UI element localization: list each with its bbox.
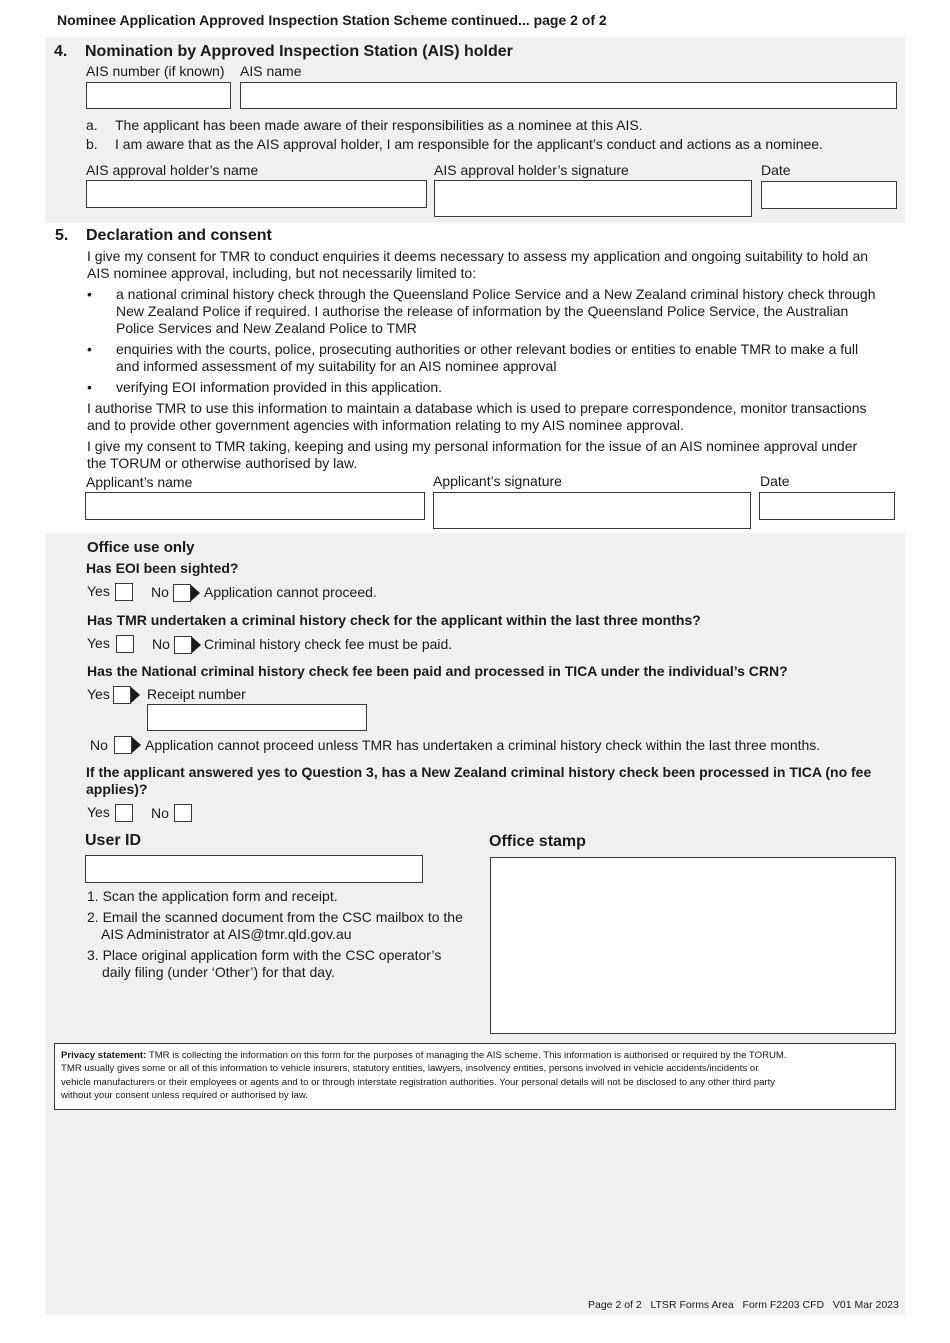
step-3-line2: daily filing (under ‘Other’) for that day. xyxy=(102,964,335,980)
bullet-2-line1: enquiries with the courts, police, prosecuting authorities or other relevant bodies or entities to enable TMR to make a full xyxy=(116,341,859,357)
user-id-label: User ID xyxy=(85,832,142,849)
ais-number-input[interactable] xyxy=(86,82,231,109)
office-stamp-label: Office stamp xyxy=(489,833,586,850)
user-id-input[interactable] xyxy=(85,855,423,883)
bullet-3-marker: • xyxy=(87,379,92,395)
item-a-marker: a. xyxy=(86,117,98,133)
consent-line2: the TORUM or otherwise authorised by law. xyxy=(87,455,358,471)
q1-yes-checkbox[interactable] xyxy=(115,583,133,601)
consent-intro-line1: I give my consent for TMR to conduct enquiries it deems necessary to assess my application and ongoing suitability to hold an xyxy=(87,248,869,264)
q1-eoi-sighted: Has EOI been sighted? xyxy=(86,560,239,576)
step-3-line1: 3. Place original application form with the CSC operator’s xyxy=(87,947,442,963)
ais-name-input[interactable] xyxy=(240,82,897,109)
step-2-line2: AIS Administrator at AIS@tmr.qld.gov.au xyxy=(101,926,352,942)
office-use-title: Office use only xyxy=(87,539,195,556)
page-header-title: Nominee Application Approved Inspection Station Scheme continued... page 2 of 2 xyxy=(57,12,607,28)
receipt-number-input[interactable] xyxy=(147,704,367,731)
bullet-1-line1: a national criminal history check through the Queensland Police Service and a New Zealand criminal history check through xyxy=(116,286,876,302)
bullet-1-marker: • xyxy=(87,286,92,302)
consent-intro-line2: AIS nominee approval, including, but not necessarily limited to: xyxy=(87,265,477,281)
q3-no-note: Application cannot proceed unless TMR has undertaken a criminal history check within the last three months. xyxy=(145,737,821,753)
q2-criminal-check: Has TMR undertaken a criminal history check for the applicant within the last three months? xyxy=(87,612,701,628)
section-4-number: 4. xyxy=(54,43,68,60)
q4-nz-check-line2: applies)? xyxy=(86,781,148,797)
holder-signature-input[interactable] xyxy=(434,180,752,217)
applicant-signature-label: Applicant’s signature xyxy=(433,473,562,489)
q1-yes-label: Yes xyxy=(87,583,110,599)
privacy-label: Privacy statement: xyxy=(61,1050,147,1061)
q1-no-note: Application cannot proceed. xyxy=(204,584,377,600)
privacy-line-3: vehicle manufacturers or their employees or agents and to or through interstate registration authorities. Your personal details will not be disclosed to any other third party xyxy=(61,1076,776,1088)
ais-name-label: AIS name xyxy=(240,63,302,79)
applicant-name-label: Applicant’s name xyxy=(86,474,193,490)
q1-no-checkbox[interactable] xyxy=(173,584,191,602)
step-1: 1. Scan the application form and receipt. xyxy=(87,888,338,904)
q2-yes-label: Yes xyxy=(87,635,110,651)
bullet-2-line2: and informed assessment of my suitability for an AIS nominee approval xyxy=(116,358,557,374)
page-footer: Page 2 of 2 LTSR Forms Area Form F2203 CFD V01 Mar 2023 xyxy=(588,1299,899,1311)
privacy-line-2: TMR usually gives some or all of this information to vehicle insurers, statutory entities, lawyers, insolvency entities, persons involved in vehicle accidents/incidents or xyxy=(61,1063,759,1075)
q2-yes-checkbox[interactable] xyxy=(116,635,134,653)
q3-no-checkbox[interactable] xyxy=(114,736,132,754)
applicant-name-input[interactable] xyxy=(85,492,425,520)
item-b-marker: b. xyxy=(86,136,98,152)
holder-name-input[interactable] xyxy=(86,180,427,208)
applicant-date-input[interactable] xyxy=(759,492,895,520)
privacy-line-1: TMR is collecting the information on this form for the purposes of managing the AIS scheme. This information is authorised or required by the TORUM. xyxy=(148,1050,787,1061)
section-4-title: Nomination by Approved Inspection Station (AIS) holder xyxy=(85,43,513,60)
q4-yes-checkbox[interactable] xyxy=(115,804,133,822)
bullet-1-line2: New Zealand Police if required. I authorise the release of information by the Queensland Police Service, the Australian xyxy=(116,303,849,319)
authorise-line1: I authorise TMR to use this information to maintain a database which is used to prepare correspondence, monitor transactions xyxy=(87,400,867,416)
q3-yes-label: Yes xyxy=(87,686,110,702)
office-stamp-box xyxy=(490,857,896,1034)
consent-line1: I give my consent to TMR taking, keeping and using my personal information for the issue of an AIS nominee approval under xyxy=(87,438,858,454)
q2-no-label: No xyxy=(152,636,170,652)
q1-no-label: No xyxy=(151,584,169,600)
q3-yes-checkbox[interactable] xyxy=(113,686,131,704)
section-5-number: 5. xyxy=(55,227,69,244)
holder-name-label: AIS approval holder’s name xyxy=(86,162,259,178)
item-b-text: I am aware that as the AIS approval holder, I am responsible for the applicant’s conduct and actions as a nominee. xyxy=(115,136,823,152)
receipt-number-label: Receipt number xyxy=(147,686,246,702)
bullet-3-line1: verifying EOI information provided in this application. xyxy=(116,379,443,395)
q3-arrow-icon xyxy=(131,687,140,703)
applicant-date-label: Date xyxy=(760,473,790,489)
privacy-line-4: without your consent unless required or authorised by law. xyxy=(61,1089,308,1101)
q2-no-note: Criminal history check fee must be paid. xyxy=(204,636,453,652)
step-2-line1: 2. Email the scanned document from the CSC mailbox to the xyxy=(87,909,463,925)
q3-no-label: No xyxy=(90,737,108,753)
q1-arrow-icon xyxy=(191,585,200,601)
section-5-title: Declaration and consent xyxy=(86,227,272,244)
bullet-1-line3: Police Services and New Zealand Police to TMR xyxy=(116,320,417,336)
q3-fee-paid: Has the National criminal history check fee been paid and processed in TICA under the individual’s CRN? xyxy=(87,663,788,679)
q2-no-checkbox[interactable] xyxy=(174,636,192,654)
q4-no-checkbox[interactable] xyxy=(174,804,192,822)
q4-no-label: No xyxy=(151,805,169,821)
bullet-2-marker: • xyxy=(87,341,92,357)
item-a-text: The applicant has been made aware of their responsibilities as a nominee at this AIS. xyxy=(115,117,643,133)
applicant-signature-input[interactable] xyxy=(433,492,751,529)
q2-arrow-icon xyxy=(192,637,201,653)
q4-nz-check-line1: If the applicant answered yes to Question 3, has a New Zealand criminal history check been processed in TICA (no fee xyxy=(86,764,872,780)
holder-signature-label: AIS approval holder’s signature xyxy=(434,162,629,178)
privacy-statement-box xyxy=(54,1043,896,1110)
authorise-line2: and to provide other government agencies with information relating to my AIS nominee approval. xyxy=(87,417,684,433)
ais-number-label: AIS number (if known) xyxy=(86,63,225,79)
holder-date-label: Date xyxy=(761,162,791,178)
q3-no-arrow-icon xyxy=(132,737,141,753)
holder-date-input[interactable] xyxy=(761,181,897,209)
q4-yes-label: Yes xyxy=(87,804,110,820)
